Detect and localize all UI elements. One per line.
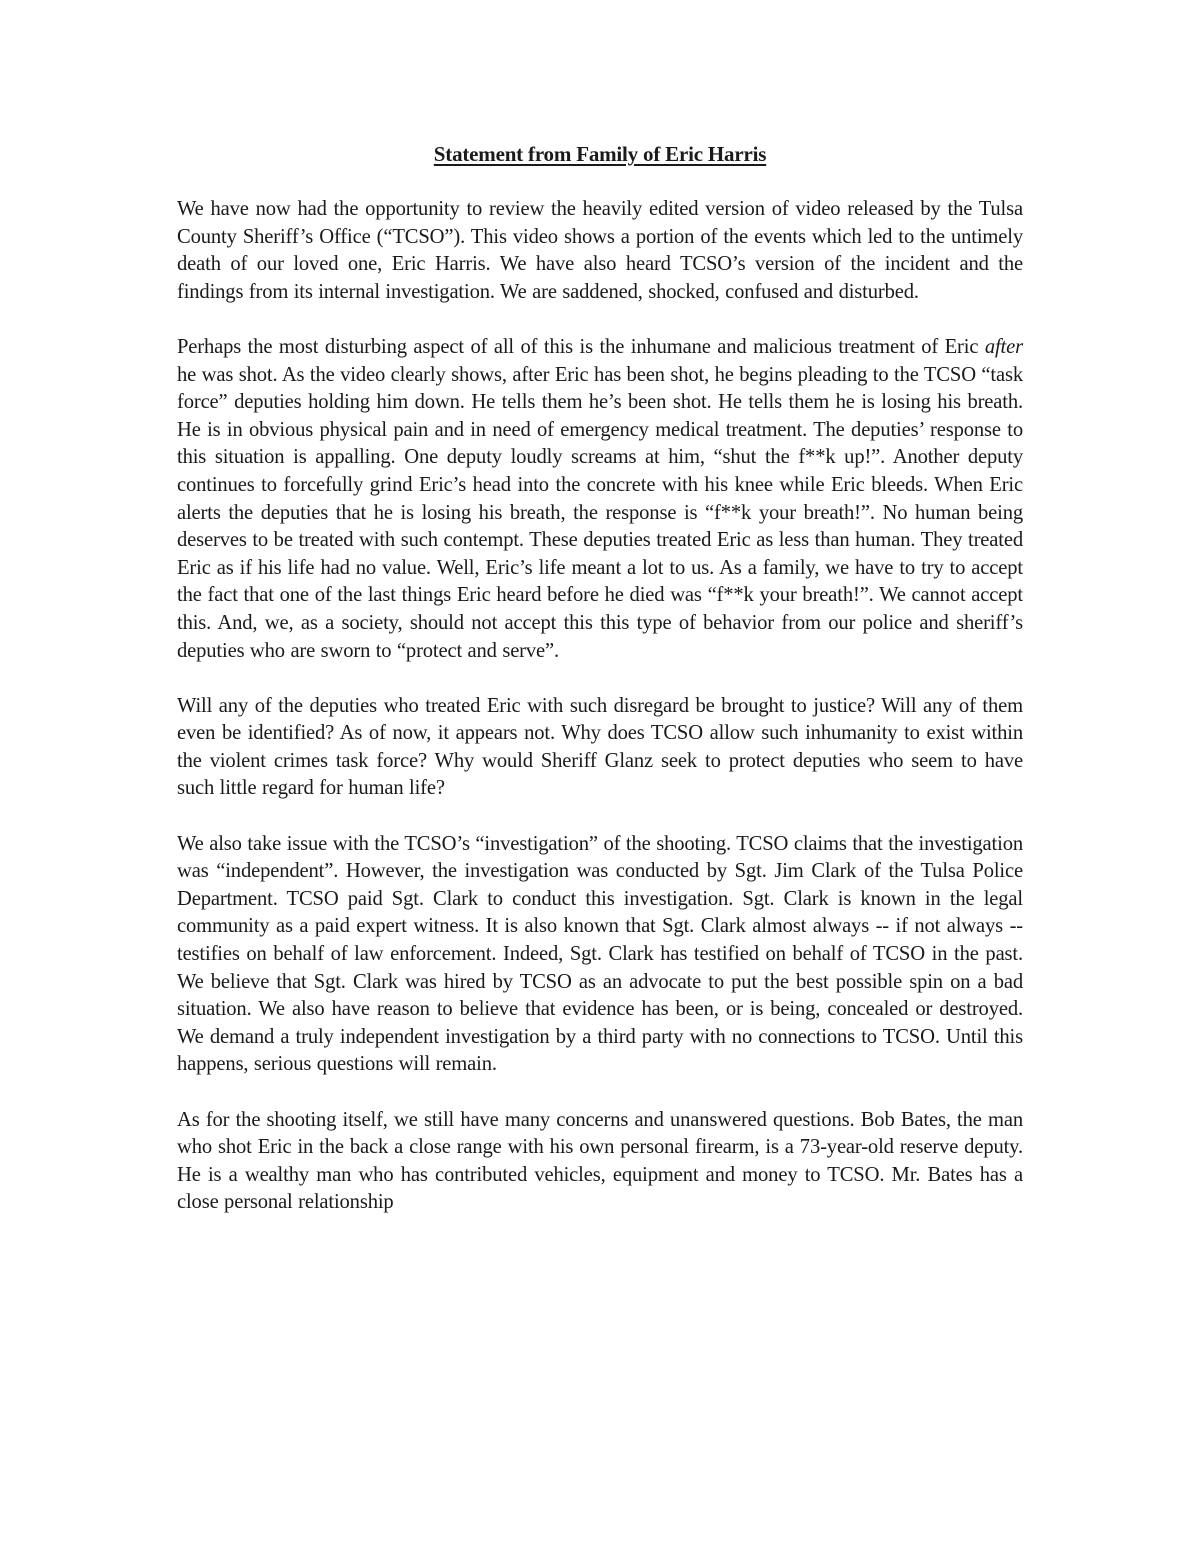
paragraph-justice-questions: Will any of the deputies who treated Eric with such disregard be brought to justice? Will any of them even be identified? As of now, it appears not. Why does TCSO allow such inhumanity to exist within the violent crimes task force? Why would Sheriff Glanz seek to protect deputies who seem to have such little regard for human life? bbox=[177, 694, 1023, 800]
document-title: Statement from Family of Eric Harris bbox=[433, 142, 767, 166]
paragraph-intro: We have now had the opportunity to review the heavily edited version of video released by the Tulsa County Sheriff’s Office (“TCSO”). This video shows a portion of the events which led to the untimely death of our loved one, Eric Harris. We have also heard TCSO’s version of the incident and the findings from its internal investigation. We are saddened, shocked, confused and disturbed. bbox=[177, 198, 1023, 303]
paragraph-treatment-text-end: he was shot. As the video clearly shows, after Eric has been shot, he begins pleading to the TCSO “task force” deputies holding him down. He tells them he’s been shot. He tells them he is losing his breath. He is in obvious physical pain and in need of emergency medical treatment. The deputies’ response to this situation is appalling. One deputy loudly screams at him, “shut the f**k up!”. Another deputy continues to forcefully grind Eric’s head into the concrete with his knee while Eric bleeds. When Eric alerts the deputies that he is losing his breath, the response is “f**k your breath!”. No human being deserves to be treated with such contempt. These deputies treated Eric as less than human. They treated Eric as if his life had no value. Well, Eric’s life meant a lot to us. As a family, we have to try to accept the fact that one of the last things Eric heard before he died was “f**k your breath!”. We cannot accept this. And, we, as a society, should not accept this this type of behavior from our police and sheriff’s deputies who are sworn to “protect and serve”. bbox=[177, 363, 1023, 662]
paragraph-shooting: As for the shooting itself, we still have many concerns and unanswered questions. Bob Bates, the man who shot Eric in the back a close range with his own personal firearm, is a 73-year-old reserve deputy. He is a wealthy man who has contributed vehicles, equipment and money to TCSO. Mr. Bates has a close personal relationship bbox=[177, 1108, 1023, 1214]
emphasis-after: after bbox=[984, 335, 1023, 358]
paragraph-investigation: We also take issue with the TCSO’s “investigation” of the shooting. TCSO claims that the investigation was “independent”. However, the investigation was conducted by Sgt. Jim Clark of the Tulsa Police Department. TCSO paid Sgt. Clark to conduct this investigation. Sgt. Clark is known in the legal community as a paid expert witness. It is also known that Sgt. Clark almost always -- if not always -- testifies on behalf of law enforcement. Indeed, Sgt. Clark has testified on behalf of TCSO in the past. We believe that Sgt. Clark was hired by TCSO as an advocate to put the best possible spin on a bad situation. We also have reason to believe that evidence has been, or is being, concealed or destroyed. We demand a truly independent investigation by a third party with no connections to TCSO. Until this happens, serious questions will remain. bbox=[177, 832, 1023, 1076]
paragraph-treatment-text-start: Perhaps the most disturbing aspect of all of this is the inhumane and malicious treatment of Eric bbox=[177, 335, 985, 358]
paragraph-treatment bbox=[177, 334, 1023, 665]
document-page bbox=[177, 140, 1023, 1245]
